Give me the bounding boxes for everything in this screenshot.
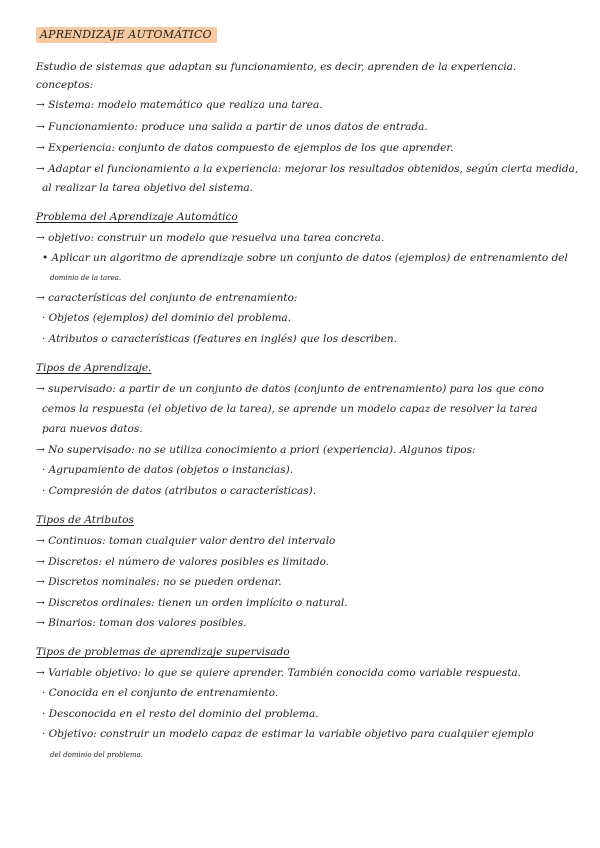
concept-item-cont: al realizar la tarea objetivo del sistema. (42, 182, 254, 194)
section-line: cemos la respuesta (el objetivo de la tarea), se aprende un modelo capaz de resolver la tarea (42, 403, 538, 415)
section-line: · Compresión de datos (atributos o características). (42, 485, 317, 497)
section-line: para nuevos datos. (42, 423, 143, 435)
section-heading-tipos-aprendizaje: Tipos de Aprendizaje. (36, 362, 152, 374)
section-line: → objetivo: construir un modelo que resuelva una tarea concreta. (36, 232, 385, 244)
section-line: → Discretos ordinales: tienen un orden implícito o natural. (36, 597, 348, 609)
concept-item: → Funcionamiento: produce una salida a partir de unos datos de entrada. (36, 121, 428, 133)
concept-item: → Adaptar el funcionamiento a la experiencia: mejorar los resultados obtenidos, según cierta medida, (36, 163, 579, 175)
page-title: APRENDIZAJE AUTOMÁTICO (36, 27, 217, 43)
section-line: · Atributos o características (features en inglés) que los describen. (42, 333, 398, 345)
section-line: · Objetivo: construir un modelo capaz de estimar la variable objetivo para cualquier ejemplo (42, 728, 534, 740)
intro-text: Estudio de sistemas que adaptan su funcionamiento, es decir, aprenden de la experiencia. (36, 61, 517, 73)
section-line: → Discretos: el número de valores posibles es limitado. (36, 556, 330, 568)
section-line: · Objetos (ejemplos) del dominio del problema. (42, 312, 292, 324)
section-heading-problemas-supervisado: Tipos de problemas de aprendizaje supervisado (36, 646, 290, 658)
section-line: dominio de la tarea. (50, 274, 122, 282)
section-line: → Discretos nominales: no se pueden ordenar. (36, 576, 282, 588)
concept-item: → Experiencia: conjunto de datos compuesto de ejemplos de los que aprender. (36, 142, 454, 154)
section-line: → supervisado: a partir de un conjunto de datos (conjunto de entrenamiento) para los que cono (36, 383, 544, 395)
section-line: • Aplicar un algoritmo de aprendizaje sobre un conjunto de datos (ejemplos) de entrenamiento del (42, 252, 568, 264)
section-line: · Desconocida en el resto del dominio del problema. (42, 708, 319, 720)
section-line: → Variable objetivo: lo que se quiere aprender. También conocida como variable respuesta. (36, 667, 522, 679)
section-line: del dominio del problema. (50, 751, 143, 759)
section-line: → Continuos: toman cualquier valor dentro del intervalo (36, 535, 336, 547)
section-line: → No supervisado: no se utiliza conocimiento a priori (experiencia). Algunos tipos: (36, 444, 476, 456)
conceptos-label: conceptos: (36, 79, 94, 91)
section-line: → características del conjunto de entrenamiento: (36, 292, 298, 304)
section-heading-tipos-atributos: Tipos de Atributos (36, 514, 134, 526)
section-line: · Agrupamiento de datos (objetos o instancias). (42, 464, 294, 476)
section-line: → Binarios: toman dos valores posibles. (36, 617, 247, 629)
concept-item: → Sistema: modelo matemático que realiza una tarea. (36, 99, 323, 111)
section-line: · Conocida en el conjunto de entrenamiento. (42, 687, 279, 699)
section-heading-problema: Problema del Aprendizaje Automático (36, 211, 238, 223)
